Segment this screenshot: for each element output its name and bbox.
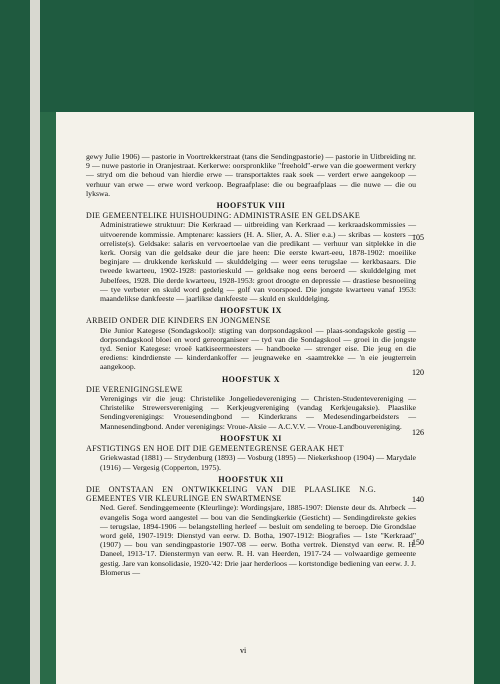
chapter-heading-12: HOOFSTUK XII [218,474,284,484]
chapter-title-8: DIE GEMEENTELIKE HUISHOUDING: ADMINISTRASIE EN GELDSAKE [86,211,361,221]
page-number-9: 120 [412,368,424,377]
book-cover-right [474,0,500,684]
chapter-body-9: Die Junior Kategese (Sondagskool): stigting van dorpsondagskool — plaas-sondagskole gestig — dorpsondagskool bloei en word gereorganiseer — tyd van die Sondagskool — groei in die jongste tyd. Senior Kategese: vroeë katkiseermeesters — handboeke — strenger eise. Die jeug en die erediens: kindrdienste — kinderdankoffer — jeugnaweke en -saamtrekke — 'n eie jeugterrein aangekoop. [100,325,416,372]
chapter-body-12: Ned. Geref. Sendinggemeente (Kleurlinge): Wordingsjare, 1885-1907: Dienste deur ds. Ahrbeck — evangelis Soga word aangestel — bou van die Sendingkerkie (Gesticht) — Sendingdirekste gekies — terugslae, 1894-1906 — belangstelling herleef — besluit om sendeling te beroep. Die Grondslae word gelê, 1907-1919: Dienstyd van eerw. D. Botha, 1907-1912: Biografies — 1ste "Kerkraad" (1907) — bou van sendingpastorie 1907-'08 — eerw. Botha vertrek. Dienstyd van eerw. R. H. Daneel, 1913-'17. Dienstermyn van eerw. R. H. van Heerden, 1917-'24 — volwaardige gemeente gestig. Jare van konsolidasie, 1920-'42: Drie jaar herderloos — kortstondige bediening van eerw. J. J. Blomerus — [100,503,416,577]
book-cover-top [40,0,500,112]
chapter-title-12: DIE ONTSTAAN EN ONTWIKKELING VAN DIE PLAASLIKE N.G. GEMEENTES VIR KLEURLINGE EN SWARTMENSE [86,484,376,504]
chapter-body-10: Verenigings vir die jeug: Christelike Jongeliedevereniging — Christen-Studentevereniging — Christelike Strewersvereniging — Kerkjeugvereniging (vandag Kerkjeugaksie). Plaaslike Sendingverenigings: Vrouesendingbond — Kinderkrans — Medesendingarbeidsters — Mannesendingbond. Ander verenigings: Vroue-Aksie — A.C.V.V. — Vroue-Landbouvereniging. [100,394,416,431]
folio-number: vi [240,646,247,655]
chapter-title-row-8 [86,211,416,220]
chapter-title-11: AFSTIGTINGS EN HOE DIT DIE GEMEENTEGRENSE GERAAK HET [86,444,344,454]
page-number-12: 150 [412,538,424,547]
page-number-8: 105 [412,233,424,242]
chapter-heading-11: HOOFSTUK XI [220,433,282,443]
chapter-heading-9: HOOFSTUK IX [220,306,282,316]
page-number-11: 140 [412,495,424,504]
page-number-10: 126 [412,428,424,437]
chapter-heading-10: HOOFSTUK X [221,374,281,384]
table-of-contents [86,152,416,578]
chapter-body-8: Administratiewe struktuur: Die Kerkraad — uitbreiding van Kerkraad — kerkraadskommissies — uitvoerende kommissie. Amptenare: kassiers (H. A. Slier, A. A. Slier e.a.) — skribas — kosters — orreliste(s). Geldsake: salaris en vervoertoelae van die predikant — verhuur van sitplekke in die kerk. Oorsig van die geldsake deur die jare heen: Die eerste kwart-eeu, 1878-1902: moeilike beginjare — drukkende kerkskuld — skulddelging — weer eens terugslae — kerkbasaars. Die tweede kwarteeu, 1902-1928: pastorieskuld — geldsake nog eens beroerd — skulddelging met Jubelfees, 1928. Die derde kwarteeu, 1928-1953: groot droogte en depressie — drastiese besnoeiing — tye verbeter en skuld word gedelg — golf van voorspoed. Die jongste kwarteeu vanaf 1953: maandelikse dankfeeste — jaarlikse dankfeeste — skuld en skulddelging. [100,220,416,304]
intro-paragraph: gewy Julie 1906) — pastorie in Voortrekkerstraat (tans die Sendingpastorie) — pastorie in Uitbreiding nr. 9 — nuwe pastorie in Oranjestraat. Kerkerwe: oorspronklike "freehold"-erwe van die goewerment verkry — stryd om die behoud van hierdie erwe — transportaktes raak soek — verdert erwe aangekoop — verhuur van erwe — erwe word verkoop. Begraafplase: die ou begraafplaas — die nuwe — die ou lykswa. [86,152,416,198]
chapter-title-row-12 [86,485,416,503]
chapter-title-row-10 [86,385,416,394]
book-cover-left [0,0,30,684]
chapter-heading-8: HOOFSTUK VIII [216,201,286,211]
chapter-title-row-9 [86,316,416,325]
chapter-title-9: ARBEID ONDER DIE KINDERS EN JONGMENSE [86,316,271,326]
chapter-title-10: DIE VERENIGINGSLEWE [86,384,183,394]
chapter-title-row-11 [86,444,416,453]
chapter-body-11: Griekwastad (1881) — Strydenburg (1893) — Vosburg (1895) — Niekerkshoop (1904) — Marydale (1916) — Vergesig (Copperton, 1975). [100,453,416,472]
